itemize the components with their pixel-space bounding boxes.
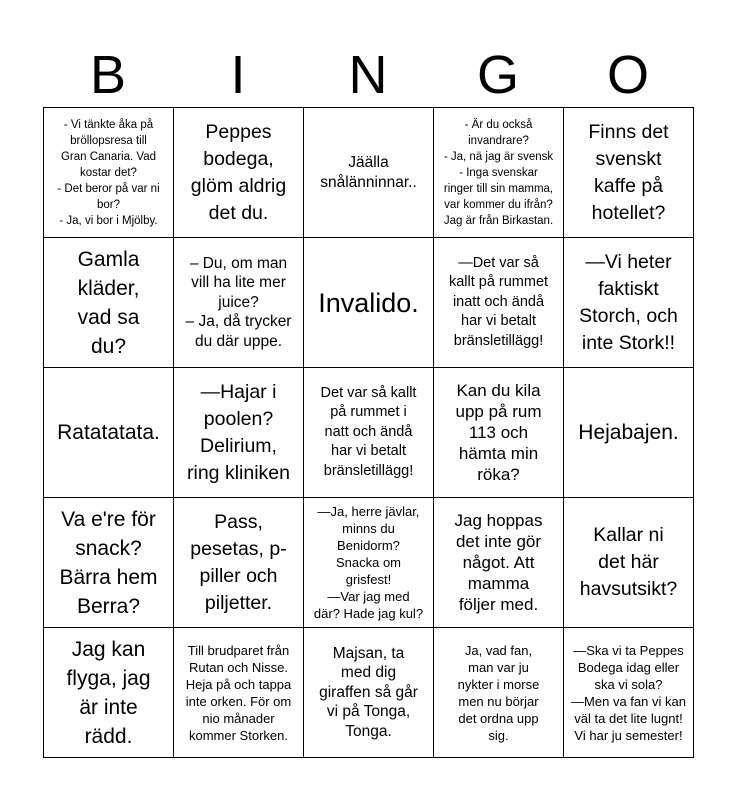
bingo-cell[interactable]	[434, 108, 564, 238]
cell-text: Jäälla snålänninnar..	[320, 154, 417, 191]
cell-text: Ratatatata.	[57, 421, 160, 444]
bingo-cell[interactable]	[304, 238, 434, 368]
bingo-cell[interactable]	[174, 368, 304, 498]
bingo-cell[interactable]	[44, 368, 174, 498]
bingo-cell[interactable]	[564, 628, 694, 758]
cell-text: Jag kan flyga, jag är inte rädd.	[66, 637, 151, 748]
cell-text: Jag hoppas det inte gör något. Att mamma följer med.	[454, 511, 543, 614]
cell-text: —Hajar i poolen? Delirium, ring kliniken	[187, 380, 290, 484]
bingo-cell[interactable]	[564, 498, 694, 628]
cell-text: Pass, pesetas, p- piller och piljetter.	[190, 510, 287, 614]
cell-text: —Vi heter faktiskt Storch, och inte Stork!!	[579, 250, 678, 354]
cell-text: Peppes bodega, glöm aldrig det du.	[190, 120, 287, 224]
bingo-cell[interactable]	[304, 108, 434, 238]
bingo-cell[interactable]	[564, 108, 694, 238]
cell-text: - Vi tänkte åka på bröllopsresa till Gran Canaria. Vad kostar det? - Det beror på var ni bor? - Ja, vi bor i Mjölby.	[57, 118, 160, 227]
bingo-header	[43, 44, 693, 106]
bingo-cell[interactable]	[44, 498, 174, 628]
bingo-cell[interactable]	[44, 628, 174, 758]
cell-text: Gamla kläder, vad sa du?	[77, 247, 140, 358]
cell-text: —Det var så kallt på rummet inatt och ändå har vi betalt bränsletillägg!	[448, 254, 549, 349]
cell-text: Kallar ni det här havsutsikt?	[579, 524, 678, 600]
bingo-cell[interactable]	[174, 238, 304, 368]
bingo-cell[interactable]	[304, 498, 434, 628]
cell-text: – Du, om man vill ha lite mer juice? – Ja, då trycker du där uppe.	[185, 254, 292, 350]
cell-text: Kan du kila upp på rum 113 och hämta min röka?	[455, 381, 542, 484]
cell-text: —Ja, herre jävlar, minns du Benidorm? Snacka om grisfest! —Var jag med där? Hade jag kul?	[313, 504, 424, 621]
bingo-cell[interactable]	[174, 498, 304, 628]
bingo-cell[interactable]	[174, 108, 304, 238]
bingo-cell[interactable]	[44, 238, 174, 368]
cell-text: Va e're för snack? Bärra hem Berra?	[59, 507, 158, 618]
bingo-cell[interactable]	[44, 108, 174, 238]
cell-text: - Är du också invandrare? - Ja, nä jag är svensk - Inga svenskar ringer till sin mamma, var kommer du ifrån? Jag är från Birkastan.	[443, 118, 554, 227]
cell-text: Invalido.	[318, 287, 419, 318]
bingo-cell[interactable]	[564, 368, 694, 498]
bingo-cell[interactable]	[174, 628, 304, 758]
cell-text: Finns det svenskt kaffe på hotellet?	[588, 120, 669, 224]
cell-text: Det var så kallt på rummet i natt och ändå har vi betalt bränsletillägg!	[320, 384, 417, 479]
cell-text: Hejabajen.	[578, 421, 679, 444]
bingo-grid	[43, 107, 694, 758]
header-letter-i: I	[230, 45, 246, 105]
header-letter-n: N	[348, 45, 388, 105]
bingo-cell[interactable]	[434, 368, 564, 498]
bingo-cell[interactable]	[564, 238, 694, 368]
header-letter-b: B	[89, 45, 127, 105]
header-letter-o: O	[606, 45, 649, 105]
bingo-cell[interactable]	[434, 498, 564, 628]
bingo-cell[interactable]	[304, 368, 434, 498]
cell-text: Majsan, ta med dig giraffen så går vi på Tonga, Tonga.	[319, 644, 418, 740]
header-letter-g: G	[476, 45, 519, 105]
cell-text: Till brudparet från Rutan och Nisse. Heja på och tappa inte orken. För om nio månader kommer Storken.	[185, 642, 292, 743]
cell-text: —Ska vi ta Peppes Bodega idag eller ska vi sola? —Men va fan vi kan väl ta det lite lugnt! Vi har ju semester!	[571, 642, 686, 743]
cell-text: Ja, vad fan, man var ju nykter i morse men nu börjar det ordna upp sig.	[457, 642, 540, 743]
bingo-cell[interactable]	[434, 238, 564, 368]
bingo-cell[interactable]	[434, 628, 564, 758]
bingo-cell[interactable]	[304, 628, 434, 758]
